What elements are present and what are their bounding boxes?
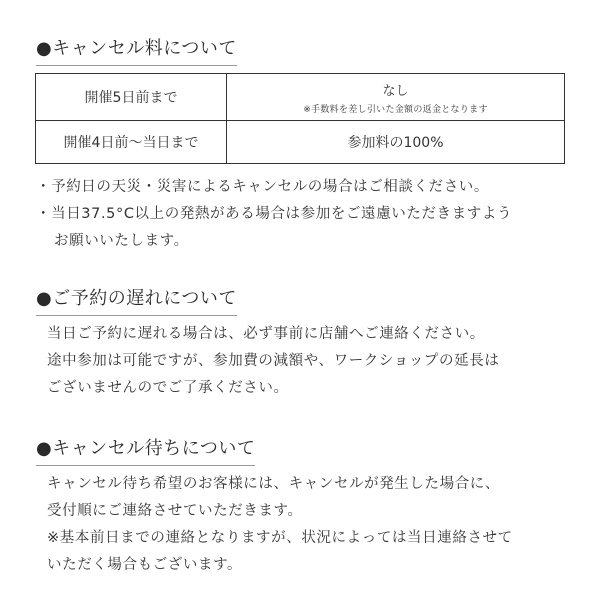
note-line: ・当日37.5°C以上の発熱がある場合は参加をご遠慮いただきますよう [36, 206, 513, 222]
waitlist-body [47, 471, 513, 579]
cancel-notes [36, 174, 512, 255]
late-title: ●ご予約の遅れについて [36, 284, 237, 316]
table-row [36, 74, 565, 121]
body-line: 途中参加は可能ですが、参加費の減額や、ワークショップの延長は [47, 353, 500, 369]
period-cell: 開催4日前〜当日まで [36, 121, 227, 164]
fee-cell: 参加料の100% [227, 121, 565, 164]
fee-main-text: なし [382, 83, 409, 99]
note-line: ・予約日の天災・災害によるキャンセルの場合はご相談ください。 [36, 179, 489, 195]
period-cell: 開催5日前まで [36, 74, 227, 121]
body-line: ございませんのでご了承ください。 [47, 380, 289, 396]
note-line: お願いいたします。 [54, 233, 189, 249]
body-line: キャンセル待ち希望のお客様には、キャンセルが発生した場合に、 [47, 476, 500, 492]
fee-cell [227, 74, 565, 121]
body-line: 受付順にご連絡させていただきます。 [47, 503, 303, 519]
table-row [36, 121, 565, 164]
cancel-fee-table [35, 73, 565, 164]
cancel-fee-title: ●キャンセル料について [36, 34, 237, 66]
body-line: 当日ご予約に遅れる場合は、必ず事前に店舗へご連絡ください。 [47, 326, 485, 342]
body-line: いただく場合もございます。 [47, 557, 243, 573]
waitlist-title: ●キャンセル待ちについて [36, 434, 255, 466]
late-body [47, 321, 499, 402]
body-line: ※基本前日までの連絡となりますが、状況によっては当日連絡させて [47, 530, 513, 546]
fee-note-text: ※手数料を差し引いた金額の返金となります [303, 104, 488, 115]
